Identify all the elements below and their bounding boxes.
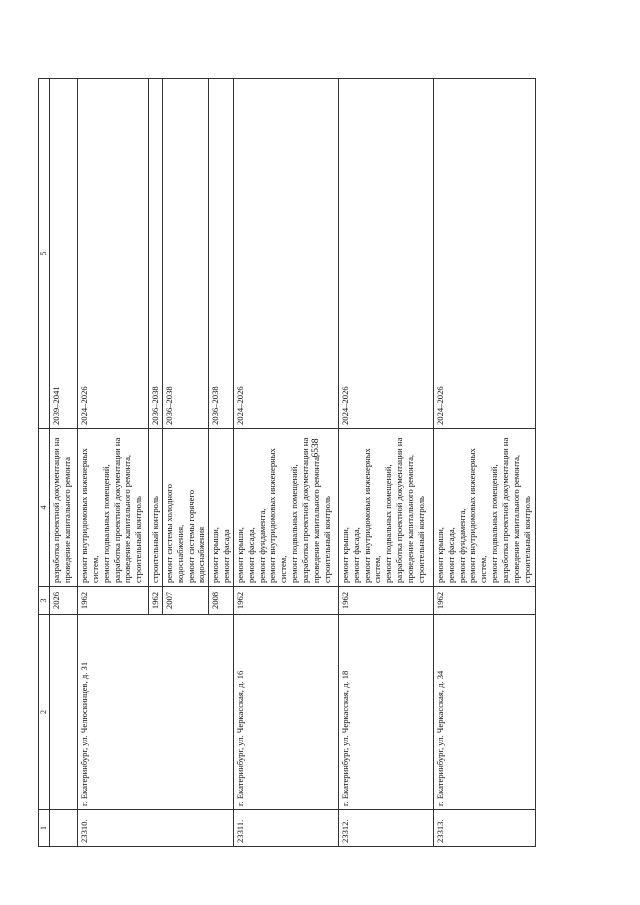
row-period: 2036–2038 [209,79,234,429]
work-item: ремонт подвальных помещений, [100,464,111,583]
work-item: проведение капитального ремонта, [404,454,415,583]
work-item: проведение капитального ремонта, [122,454,133,583]
row-period: 2036–2038 [149,79,163,429]
row-number: 23310. [78,810,234,847]
work-item: ремонт фасада, [350,527,361,583]
work-item: проведение капитального ремонта, [510,454,521,583]
work-item: ремонт крыши, [234,527,245,583]
column-number: 4 [39,429,50,587]
work-item: проведение капитального ремонта [61,457,72,583]
row-works [50,429,78,587]
row-year: 1962 [233,587,338,615]
work-item: строительный контроль [150,496,161,583]
row-year: 2007 [162,587,208,615]
work-item: ремонт системы горячего водоснабжения [185,489,207,583]
row-period: 2039–2041 [50,79,78,429]
row-address: г. Екатеринбург, ул. Черкасская, д. 16 [233,615,338,810]
row-address: г. Екатеринбург, ул. Черкасская, д. 18 [338,615,433,810]
row-works [78,429,149,587]
row-year: 2026 [50,587,78,615]
work-item: ремонт подвальных помещений, [289,464,300,583]
work-item: ремонт внутридомовых инженерных систем, [267,448,289,583]
row-year: 1962 [433,587,535,615]
row-number [50,810,78,847]
work-item: разработка проектной документации на [394,437,405,583]
work-item: ремонт фасада, [245,527,256,583]
work-item: ремонт крыши, [434,527,445,583]
row-period: 2024–2026 [233,79,338,429]
work-item: ремонт крыши, [210,527,221,583]
work-item: ремонт фундамента, [456,508,467,583]
rotated-table-container [38,79,532,847]
row-number: 23312. [338,810,433,847]
work-item: ремонт фасада, [445,527,456,583]
row-period: 2024–2026 [433,79,535,429]
column-number: 5 [39,79,50,429]
work-item: ремонт внутридомовых инженерных систем, [361,448,383,583]
column-number: 3 [39,587,50,615]
row-period: 2024–2026 [78,79,149,429]
column-numbers-row [39,79,50,847]
row-address: г. Екатеринбург, ул. Черкасская, д. 34 [433,615,535,810]
row-works [162,429,208,587]
work-item: разработка проектной документации на [499,437,510,583]
column-number: 1 [39,810,50,847]
table-row [338,79,433,847]
row-works [233,429,338,587]
page-number: 6538 [311,438,321,458]
work-item: разработка проектной документации на [299,437,310,583]
work-item: ремонт внутридомовых инженерных систем, [79,448,100,583]
row-works [209,429,234,587]
column-number: 2 [39,615,50,810]
work-item: ремонт внутридомовых инженерных систем, [467,448,489,583]
registry-table [38,78,536,847]
row-address: г. Екатеринбург, ул. Челюскинцев, д. 31 [78,615,234,810]
table-row [78,79,149,847]
work-item: ремонт подвальных помещений, [489,464,500,583]
row-period: 2024–2026 [338,79,433,429]
row-works [338,429,433,587]
table-row [233,79,338,847]
row-works [149,429,163,587]
row-number: 23311. [233,810,338,847]
work-item: разработка проектной документации на [51,437,62,583]
work-item: ремонт фасада [221,529,232,583]
table-row [433,79,535,847]
work-item: ремонт крыши, [339,527,350,583]
work-item: строительный контроль [521,496,532,583]
work-item: строительный контроль [133,496,144,583]
work-item: строительный контроль [415,496,426,583]
work-item: ремонт подвальных помещений, [383,464,394,583]
table-row [50,79,78,847]
row-year: 1962 [149,587,163,615]
row-year: 1962 [78,587,149,615]
work-item: ремонт фундамента, [256,508,267,583]
row-works [433,429,535,587]
work-item: разработка проектной документации на [111,437,122,583]
row-year: 1962 [338,587,433,615]
row-address [50,615,78,810]
row-number: 23313. [433,810,535,847]
row-period: 2036–2038 [162,79,208,429]
work-item: проведение капитального ремонта, [310,454,321,583]
work-item: строительный контроль [321,496,332,583]
row-year: 2008 [209,587,234,615]
work-item: ремонт системы холодного водоснабжения, [163,484,185,583]
